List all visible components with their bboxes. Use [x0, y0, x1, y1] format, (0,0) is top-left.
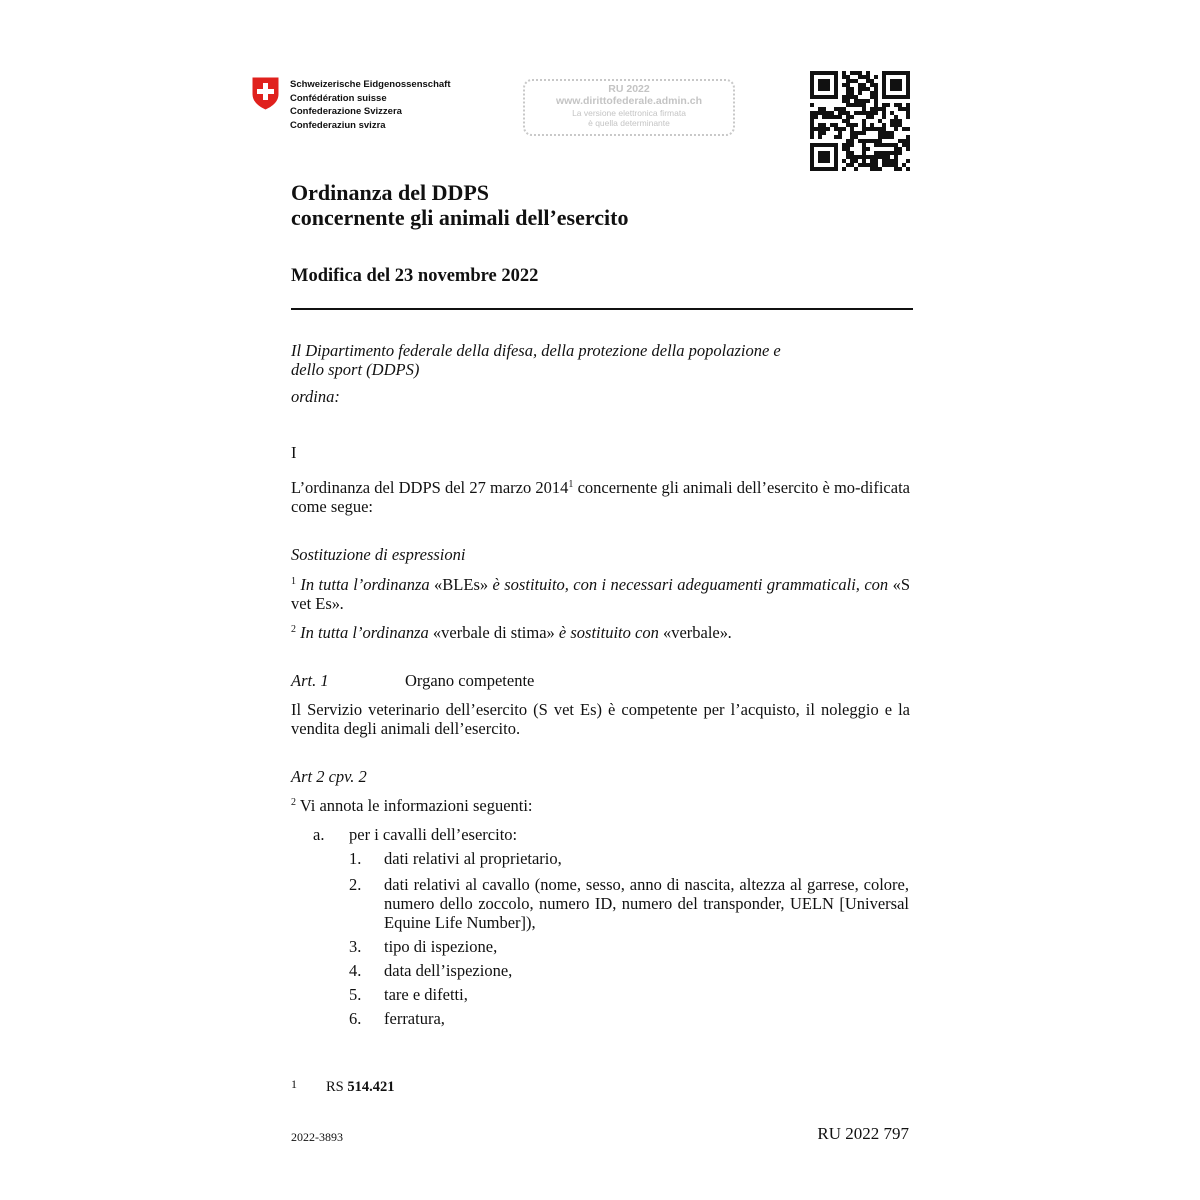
- sub2-text-a: In tutta l’ordinanza: [296, 623, 433, 642]
- list-item-number: 3.: [349, 937, 362, 956]
- footnote-number: 1: [291, 1077, 297, 1091]
- paragraph-number: 2: [291, 624, 296, 635]
- list-item-number: 5.: [349, 985, 362, 1004]
- list-item-number: 1.: [349, 849, 362, 868]
- preamble-line-2: dello sport (DDPS): [291, 360, 420, 379]
- title-divider: [291, 308, 913, 310]
- art2-label: Art 2 cpv. 2: [291, 767, 367, 786]
- electronic-signature-stamp: [523, 79, 735, 136]
- swiss-shield-icon: [252, 77, 279, 110]
- intro-text: L’ordinanza del DDPS del 27 marzo 2014: [291, 478, 569, 497]
- stamp-url: www.dirittofederale.admin.ch: [555, 95, 703, 107]
- sub1-text-d: «S vet Es»: [291, 575, 911, 613]
- list-a-label: a.: [313, 825, 325, 844]
- list-a-text: per i cavalli dell’esercito:: [349, 825, 518, 844]
- title-line-2: concernente gli animali dell’esercito: [291, 205, 629, 230]
- footnote-ref-1[interactable]: 1: [568, 479, 574, 490]
- section-i-heading: I: [291, 443, 297, 462]
- confed-fr: Confédération suisse: [290, 92, 387, 104]
- sub1-text-b: «BLEs»: [434, 575, 489, 594]
- list-item: dati relativi al cavallo (nome, sesso, anno di nascita, altezza al garrese, colore, numero dello zoccolo, numero ID, numero del transponder, UELN [Universal Equine Life Number]),: [384, 875, 909, 932]
- sub2-text-b: «verbale di stima»: [432, 623, 555, 642]
- sub2-text-c: è sostituito con: [554, 623, 663, 642]
- list-item: data dell’ispezione,: [384, 961, 513, 980]
- title-line-1: Ordinanza del DDPS: [291, 180, 490, 205]
- list-item: ferratura,: [384, 1009, 445, 1028]
- sub1-text-e: .: [340, 594, 345, 613]
- list-item: tare e difetti,: [384, 985, 468, 1004]
- art1-label: Art. 1: [291, 671, 329, 690]
- stamp-note-2: è quella determinante: [588, 118, 670, 128]
- footnote-link[interactable]: 514.421: [347, 1079, 395, 1095]
- stamp-note-1: La versione elettronica firmata: [572, 108, 686, 118]
- ru-reference: RU 2022 797: [817, 1124, 909, 1143]
- qr-code-icon[interactable]: [810, 71, 910, 171]
- list-item-number: 4.: [349, 961, 362, 980]
- confed-it: Confederazione Svizzera: [290, 106, 402, 117]
- confederation-names: [290, 78, 451, 132]
- footnote-text: [326, 1079, 395, 1096]
- sub2-text-d: «verbale»: [662, 623, 729, 642]
- paragraph-number: 2: [291, 797, 296, 808]
- sub1-text-c: è sostituito, con i necessari adeguamenti grammaticali, con: [488, 575, 893, 594]
- art2-intro: [291, 796, 533, 815]
- preamble-line-1: Il Dipartimento federale della difesa, della protezione della popolazione e: [291, 341, 781, 360]
- amendment-date: Modifica del 23 novembre 2022: [291, 266, 539, 286]
- intro-text-cont: concernente gli animali dell’esercito è mo-dificata come segue:: [291, 478, 910, 516]
- confed-rm: Confederaziun svizra: [290, 119, 386, 131]
- art1-text: Il Servizio veterinario dell’esercito (S vet Es) è competente per l’acquisto, il noleggio e la vendita degli animali dell’esercito.: [291, 700, 910, 738]
- art1-title: Organo competente: [405, 671, 535, 690]
- confed-de: Schweizerische Eidgenossenschaft: [290, 79, 451, 90]
- document-number: 2022-3893: [291, 1130, 343, 1144]
- art2-intro-text: Vi annota le informazioni seguenti:: [296, 796, 533, 815]
- paragraph-number: 1: [291, 576, 296, 587]
- list-item-number: 6.: [349, 1009, 362, 1028]
- sub2-text-e: .: [728, 623, 733, 642]
- substitution-heading: Sostituzione di espressioni: [291, 545, 466, 564]
- footnote-prefix: RS: [326, 1079, 348, 1095]
- list-item: dati relativi al proprietario,: [384, 849, 562, 868]
- ordina-label: ordina:: [291, 387, 340, 406]
- sub1-text-a: In tutta l’ordinanza: [296, 575, 435, 594]
- page-title: [291, 180, 628, 230]
- substitution-paragraph-2: [291, 623, 732, 642]
- stamp-ru: RU 2022: [608, 83, 650, 95]
- substitution-paragraph-1: [291, 575, 910, 613]
- intro-paragraph: [291, 478, 910, 516]
- list-item-number: 2.: [349, 875, 362, 894]
- list-item: tipo di ispezione,: [384, 937, 498, 956]
